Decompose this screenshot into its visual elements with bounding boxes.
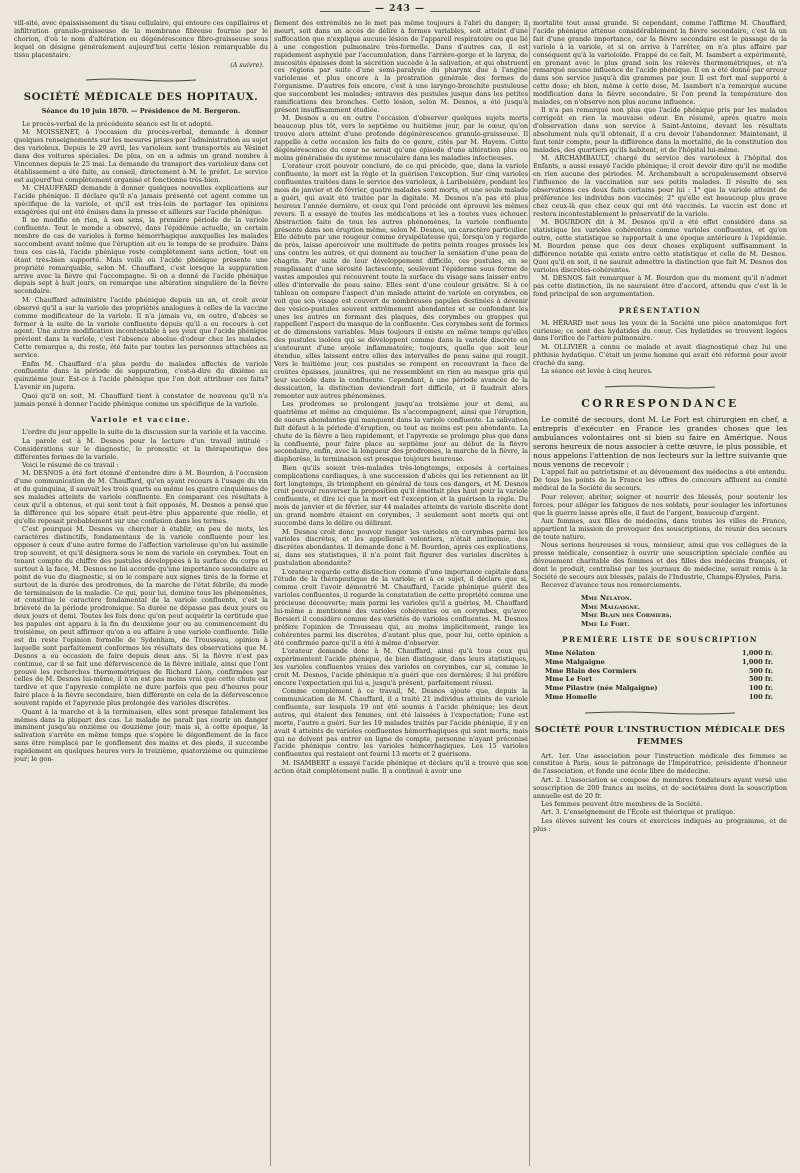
- subscriber-name: Mme Homelle: [545, 692, 597, 701]
- paragraph: L'orateur demande donc à M. Chauffard, ainsi qu'à tous ceux qui expérimentent l'acide phénique, de bien distinguer, dans leurs statistiques, les varioles confluentes vraies des varioles en corymbes, car si, comme le croit M. Desnos, l'acide phénique n'a guéri que ces dernières; il lui préfère encore l'expectation qui lui a, jusqu'à présent, parfaitement réussi.: [274, 647, 528, 687]
- paragraph: Le procès-verbal de la précédente séance est lu et adopté.: [22, 119, 213, 128]
- ornament-divider: [86, 78, 196, 82]
- subscription-row: [545, 649, 773, 658]
- paragraph: La séance est levée à cinq heures.: [541, 367, 653, 376]
- paragraph: M. OLLIVIER a connu ce malade et avait diagnostiqué chez lui une phthisie hydatique. C'était un jeune homme qui avait été réformé pour avoir craché du sang.: [533, 342, 787, 367]
- subsection-heading: Variole et vaccine.: [90, 415, 192, 425]
- paragraph: L'appel fait au patriotisme et au dévouement des médecins a été entendu. De tous les points de la France les offres de concours affluent au comité médical de la Société de secours.: [533, 468, 787, 493]
- column-2: [274, 20, 528, 1168]
- paragraph: Bien qu'ils soient très-malades très-longtemps, exposés à certaines complications cardiaques, à une succession d'abcès qui les retiennent au lit fort longtemps, ils triomphent en général de tous ces dangers, et M. Desnos croit pouvoir renverser la proposition qu'il émettait plus haut pour la variole confluente, et dire ici que la mort est l'exception et la guérison la règle. Du mois de janvier et de février, sur 44 malades atteints de variole discrète dont un grand nombre étaient en corymbes, 3 seulement sont morts qui ont succombé dans le délire ou délirant.: [274, 463, 528, 528]
- paragraph: La parole est à M. Desnos pour la lecture d'un travail intitulé : Considérations sur le diagnostic, le pronostic et la thérapeutique des différentes formes de la variole.: [14, 436, 268, 461]
- paragraph: M. Desnos a eu en outre l'occasion d'observer quelques sujets morts beaucoup plus tôt, vers le septième ou huitième jour, par le cœur, qu'on trouve alors atteint d'une profonde dégénérescence granulo-graisseuse. Il rappelle à cette occasion les faits de ce genre, cités par M. Hayem. Cette dégénérescence du cœur ne serait qu'une épisode d'une altération plus ou moins généralisée du système musculaire dans les maladies infectieuses.: [274, 114, 528, 162]
- presentation-heading: PRÉSENTATION: [618, 305, 702, 315]
- header-rule-left: [320, 11, 370, 12]
- paragraph: Il ne modifie en rien, à son sens, la première période de la variole confluente. Tout le monde a observé, dans l'épidémie actuelle, un certain nombre de cas de varioles à forme hémorrhagique auxquelles les malades succombent avant même que l'éruption ait eu le temps de se produire. Dans tous ces cas-là, l'acide phénique reste complètement sans action, tout en étant très-bien supporté. Mais voilà où l'acide phénique présente une propriété remarquable, selon M. Chauffard, c'est lorsque la suppuration arrive avec la fièvre qui l'accompagne. Si on a donné de l'acide phénique depuis sept à huit jours, on remarque une altération singulière de la fièvre secondaire.: [14, 216, 268, 296]
- signature: Mme Le Fort.: [581, 619, 630, 628]
- subscription-row: [545, 693, 773, 702]
- page-header: [0, 4, 800, 18]
- paragraph: Quant à la marche et à la terminaison, elles sont presque fatalement les mêmes dans la plupart des cas. Le malade ne paraît pas courir un danger imminent jusqu'au onzième ou douzième jour; mais si, à cette époque, la salivation s'arrête en même temps que s'opère le dégonflement de la face sans être remplacé par le gonflement des mains et des pieds, il succombe rapidement en quelques heures vers le treizième, quatorzième ou quinzième jour; le gon-: [14, 707, 268, 764]
- subscription-amount: 100 fr.: [748, 692, 773, 701]
- paragraph: Recevez d'avance tous nos remerciements.: [541, 581, 682, 590]
- paragraph: Enfin M. Chauffard n'a plus perdu de malades affectés de variole confluente dans la période de suppuration, c'est-à-dire du dixième au quinzième jour. Est-ce à l'acide phénique que l'on doit attribuer ces faits? L'avenir en jugera.: [14, 359, 268, 392]
- womens-society-heading: SOCIÉTÉ POUR L'INSTRUCTION MÉDICALE DES FEMMES: [534, 724, 786, 747]
- subscription-amount: 500 fr.: [748, 675, 773, 684]
- paragraph: L'ordre du jour appelle la suite de la discussion sur la variole et la vaccine.: [22, 428, 268, 437]
- signature-list: [581, 594, 787, 628]
- column-1: [14, 20, 268, 1168]
- paragraph: Quoi qu'il en soit, M. Chauffard tient à constater de nouveau qu'il n'a jamais pensé à donner l'acide phénique comme un spécifique de la variole.: [14, 391, 268, 408]
- paragraph: M. Desnos croit donc pouvoir ranger les varioles en corymbes parmi les varioles discrètes, et les appellerait volontiers, n'était antinomie, des discrètes abondantes. Il demande donc à M. Bourdon, après ces explications, si, dans ses statistiques, il n'a point fait figurer des varioles discrètes à pustulation abondante?: [274, 527, 528, 568]
- subscriber-name: Mme Pilastre (née Malgaigne): [545, 684, 658, 693]
- subscription-amount: 100 fr.: [748, 684, 773, 693]
- subscription-amount: 1,000 fr.: [742, 658, 773, 667]
- subscription-amount: 1,000 fr.: [742, 649, 773, 658]
- paragraph: M. DESNOS fait remarquer à M. Bourdon que du moment qu'il n'admet pas cette distinction, ils ne sauraient être d'accord, attendu que c'est là le fond principal de son argumentation.: [533, 274, 787, 298]
- paragraph: M. DESNOS a été fort étonné d'entendre dire à M. Bourdon, à l'occasion d'une communication de M. Chauffard, qu'en ayant recours à l'usage du vin et du quinquina, il sauvait les trois quarts ou même les quatre cinquièmes de ses malades atteints de variole confluente. En comparant ces résultats à ceux qu'il a obtenus, et qui sont tout à fait opposés, M. Desnos a pensé que la différence qui les sépare était peut-être plus apparente que réelle, et qu'elle reposait probablement sur une confusion dans les termes.: [14, 469, 268, 525]
- signature: Mme Nélaton.: [581, 594, 632, 603]
- paragraph: Comme complément à ce travail, M. Desnos ajoute que, depuis la communication de M. Chauffard, il a traité 21 individus atteints de variole confluente, sur lesquels 19 ont été soumis à l'acide phénique; les deux autres, qui étaient des femmes, ont été laissées à l'expectation; l'une est morte, l'autre a guéri. Sur les 19 malades traités par l'acide phénique, il y en avait 4 atteints de varioles confluentes hémorrhagiques qui sont morts, mais qui ne doivent pas entrer en ligne de compte, personne n'ayant préconisé l'acide phénique contre les varioles hémorrhagiques. Les 15 varioles confluentes qui restaient ont fourni 13 morts et 2 guérisons.: [274, 687, 528, 759]
- paragraph: M. Chauffard administre l'acide phénique depuis un an, et croit avoir observé qu'il a sur la variole des propriétés analogues à celles de la vaccine comme modificateur de la variole. Il n'a jamais vu, en outre, d'abcès se former à la suite de la variole confluente depuis qu'il a eu recours à cet agent. Une autre modification incontestable à ses yeux que l'acide phénique prévient dans la variole, c'est l'absence absolue d'odeur chez les malades. Cette remarque a, du reste, été faite par toutes les personnes attachées au service.: [14, 295, 268, 360]
- society-heading: SOCIÉTÉ MÉDICALE DES HOPITAUX.: [23, 91, 259, 104]
- header-rule-right: [430, 11, 480, 12]
- paragraph: M. HÉRARD met sous les yeux de la Société une pièce anatomique fort curieuse; ce sont des hydatides du cœur. Ces hydatides se trouvent logées dans l'orifice de l'artère pulmonaire.: [533, 318, 787, 343]
- column-3: [533, 20, 787, 1168]
- subscription-amount: 500 fr.: [748, 666, 773, 675]
- paragraph: Les femmes peuvent être membres de la Société.: [541, 800, 703, 808]
- paragraph: flement des extrémités ne le met pas même toujours à l'abri du danger; il meurt, soit dans un accès de délire à formes variables, soit atteint d'une suffocation que n'explique aucune lésion de l'appareil respiratoire ou que lié à une congestion pulmonaire très-formelle. Dans d'autres cas, il est rapidement asphyxié par l'accumulation, dans l'arrière-gorge et le larynx, de mucosités épaisses dont la sécrétion succède à la salivation, et qui obstruent ces régions par suite d'une semi-paralysie du pharynx due à l'angine varioleuse et plus encore à la prostration générale des formes de l'organisme. D'autres fois encore, c'est à une laryngo-bronchite pustuleuse que succombent les malades; entraves des pustules jusque dans les petites ramifications des bronches. Cette lésion, selon M. Desnos, a été jusqu'à présent insuffisamment étudiée.: [274, 20, 528, 114]
- paragraph: M. ISAMBERT a essayé l'acide phénique et déclare qu'il a trouvé que son action était complètement nulle. Il a continué à avoir une: [274, 758, 528, 775]
- paragraph: Voici le résumé de ce travail :: [22, 461, 119, 469]
- paragraph: M. MOISSENET, à l'occasion du procès-verbal, demande à donner quelques renseignements sur les mesures prises par l'administration au sujet des varioleux. Depuis le 29 avril, les varioleux sont transportés au Vésinet dans des voitures spéciales. De plus, on en a admis un grand nombre à Vincennes depuis le 25 mai. La demande du transport des varioleux dans cet établissement a été faite, au conseil, directement à M. le préfet. Le service est aujourd'hui complètement organisé et fonctionne très-bien.: [14, 128, 268, 184]
- paragraph: L'orateur regarde cette distinction comme d'une importance capitale dans l'étude de la thérapeutique de la variole; et à ce sujet, il déclare que si, comme croit l'avoir démontré M. Chauffard, l'acide phénique guérit des varioles confluentes, il regarde la constatation de cette propriété comme une précieuse découverte; mais parmi les varioles qu'il a guéries, M. Chauffard lui-même a mentionné des varioles cohérentes ou en corymbes, qu'avec Borsieri il considère comme des variétés de varioles confluentes. M. Desnos préfère l'opinion de Trousseau qui, au moins implicitement, range les cohérentes parmi les discrètes, d'autant plus que, pour lui, cette opinion a été confirmée parce qu'il a été à même d'observer.: [274, 567, 528, 647]
- session-line: Séance du 10 juin 1870. — Présidence de M. Bergeron.: [41, 107, 241, 116]
- to-be-continued: (A suivre).: [230, 60, 264, 69]
- paragraph: Art. 1er. Une association pour l'instruction médicale des femmes se constitue à Paris, sous le patronage de l'Impératrice, présidente d'honneur de l'association, et fonde une école libre de médecine.: [533, 751, 787, 776]
- column-divider: [529, 22, 530, 1166]
- subscriber-name: Mme Malgaigne: [545, 658, 605, 667]
- subscriber-name: Mme Blain des Cormiers: [545, 666, 637, 675]
- page-number: — 243 —: [374, 4, 426, 14]
- paragraph: Pour relever, abriter, soigner et nourrir des blessés, pour soutenir les forces, pour alléger les fatigues de nos soldats, pour soulager les infortunes que la guerre laisse après elle, il faut de l'argent, beaucoup d'argent.: [533, 492, 787, 517]
- subscriber-name: Mme Nélaton: [545, 649, 596, 658]
- paragraph: M. BOURDON dit à M. Desnos qu'il a été effet considéré dans sa statistique les varioles cohérentes comme varioles confluentes, et qu'en outre, cette statistique se rapportait à une époque antérieure à l'épidémie. M. Bourdon pense que ces deux choses expliquent suffisamment la différence notable qui existe entre cette statistique et celle de M. Desnos. Quoi qu'il en soit, il ne saurait admettre la distinction que fait M. Desnos des varioles discrètes-cohérentes.: [533, 218, 787, 274]
- paragraph: Art. 2. L'association se compose de membres fondateurs ayant versé une souscription de 200 francs au moins, et de sociétaires dont la souscription annuelle est de 20 fr.: [533, 775, 787, 800]
- subscription-table: [545, 649, 773, 701]
- paragraph: M. ARCHAMBAULT, chargé du service des varioleux à l'hôpital des Enfants, a aussi essayé l'acide phénique; il croit devoir dire qu'il ne modifie en rien aucune des périodes. M. Archambault a scrupuleusement observé l'influence de la vaccination sur ses petits malades. Il résulte de ses observations ces deux faits certains pour lui : 1° que la variole atteint de préférence les individus non vaccinés; 2° qu'elle est beaucoup plus grave chez ceux-là que chez ceux qui ont été vaccinés. Le vaccin est donc et restera incontestablement le préservatif de la variole.: [533, 154, 787, 218]
- paragraph: Il n'a pas remarqué non plus que l'acide phénique pris par les malades corrigeât en rien la mauvaise odeur. En résumé, après quatre mois d'observation dans son service à Saint-Antoine, devant les résultats absolument nuls qu'il obtenait, il a cru devoir l'abandonner. Maintenant, il faut tenir compte, pour la différence dans la mortalité, de la constitution des malades, des quartiers qu'ils habitent, et de l'hôpital lui-même.: [533, 106, 787, 154]
- paragraph: L'orateur croit pouvoir conclure, de ce qui précède, que, dans la variole confluente, la mort est la règle et la guérison l'exception. Sur cinq varioles confluentes traitées dans le service des varioleux, à Lariboisière, pendant les mois de janvier et de février, quatre malades sont morts, et une seule malade a guéri, qui avait été traitée par la digitale. M. Desnos n'a pas été plus heureux l'année dernière, et ceux qui l'ont précédé ont éprouvé les mêmes revers. Il a essayé de toutes les médications et les a toutes vues échouer. Abstraction faite de tous les autres phénomènes, la variole confluente présente dans son éruption même, selon M. Desnos, un caractère particulier. Elle débute par une rougeur comme érysipélateuse qui, lorsqu'on y regarde de près, laisse apercevoir une multitude de petits points rouges pressés les uns contre les autres, et qui donnent au toucher la sensation d'une peau de chagrin. Par suite de leur développement difficile, ces pustules, en se remplissant d'une sérosité lactescente, soulèvent l'épiderme sous forme de vastes ampoules qui recouvrent toute la surface du visage sans laisser entre elles d'intervalle de peau saine. Elles sont d'une couleur grisâtre. Si à ce tableau on compare l'aspect d'un malade atteint de variole en corymbes, on voit que son visage est couvert de nombreuses papules destinées à devenir des vésico-pustules souvent extrêmement abondantes et se confondant les unes les autres en formant des plaques, des corymbes ou grappes qui rappellent l'aspect du masque de la confluente. Ces corymbes sont de formes et de dimensions variables. Mais toujours il existe en même temps qu'elles des pustules isolées qui se développent comme dans la variole discrète en s'entourant d'une aréole inflammatoire; toujours, quelle que soit leur étendue, elles laissent entre elles des intervalles de peau saine qui rougit. Vers le huitième jour, ces pustules se rompent en recouvrant la face de croûtes épaisses, jaunâtres, qui ne ressemblent en rien au masque gris qui leur succède dans la confluente. Cependant, à une période avancée de la dessication, la distinction deviendrait fort difficile, et il faudrait alors remonter aux autres phénomènes.: [274, 162, 528, 400]
- signature: Mme Malgaigne.: [581, 602, 641, 611]
- subscription-row: [545, 658, 773, 667]
- paragraph: mortalité tout aussi grande. Si cependant, comme l'affirme M. Chauffard, l'acide phénique atténue considérablement la fièvre secondaire, c'est là un fait d'une grande importance, car la fièvre secondaire est le passage de la variole à la variole, et si on arrive à l'arrêter, on n'a plus affaire par conséquent qu'à la varioloïde. Frappé de ce fait, M. Isambert a expérimenté, en prenant avec le plus grand soin les relevés thermométriques, et n'a remarqué aucune influence de l'acide phénique. Il en a été donné par erreur dans son service jusqu'à dix grammes par jour. Il est fort mal supporté à cette dose; eh bien, même à cette dose, M. Isambert n'a remarqué aucune modification dans la fièvre secondaire. Si l'on prend la température des malades, on n'observe non plus aucune influence.: [533, 20, 787, 107]
- subscription-row: [545, 675, 773, 684]
- signature: Mme Blain des Cormiers.: [581, 611, 672, 620]
- continued-paragraph: vill-sité, avec épaississement du tissu cellulaire, qui entoure ces capillaires et infiltration granulo-graisseuse de la membrane fibreuse fournie par le chorion, d'où le nom d'altération ou dégénérescence fibro-graisseuse sous lequel on désigne généralement aujourd'hui cette lésion remarquable du tissu placentaire.: [14, 20, 268, 59]
- correspondence-heading: CORRESPONDANCE: [581, 396, 739, 410]
- subscription-row: [545, 667, 773, 676]
- paragraph: Aux femmes, aux filles de médecins, dans toutes les villes de France, appartient la mission de provoquer des souscriptions, de réunir des secours de toute nature.: [533, 516, 787, 541]
- paragraph: Les prodromes se prolongent jusqu'au troisième jour et demi, au quatrième et même au cinquième. Ils s'accompagnent, ainsi que l'éruption, de sueurs abondantes qui manquent dans la variole confluente. La salivation fait défaut à la période d'éruption, ou tout au moins est peu abondante. La chute de la fièvre a lieu rapidement, et l'apyrexie se prolonge plus que dans la confluente, pour faire place au septième jour au début de la fièvre secondaire, enfin, avec la longueur des prodromes, la marche de la fièvre, la diaphorèse, la terminaison est presque toujours heureuse.: [274, 400, 528, 464]
- ornament-divider: [585, 711, 735, 715]
- paragraph: M. CHAUFFARD demande à donner quelques nouvelles explications sur l'acide phénique. Il déclare qu'il n'a jamais présenté cet agent comme un spécifique de la variole, et qu'il est très-loin de partager les opinions exagérées qui ont été émises dans la presse et ailleurs sur l'acide phénique.: [14, 184, 268, 216]
- correspondence-intro: Le comité de secours, dont M. Le Fort est chirurgien en chef, a entrepris d'exécuter en France les grandes choses que les ambulances volontaires ont si bien su faire en Amérique. Nous serons heureux de nous associer à cette œuvre, le plus possible, et nous appelons l'attention de nos lecteurs sur la lettre suivante que nous venons de recevoir :: [533, 414, 787, 469]
- column-divider: [270, 22, 271, 1166]
- subscription-row: [545, 684, 773, 693]
- paragraph: Les élèves suivent les cours et exercices indiqués au programme, et de plus :: [533, 816, 787, 833]
- subscription-heading: PREMIÈRE LISTE DE SOUSCRIPTION: [562, 635, 758, 645]
- ornament-divider: [605, 385, 715, 389]
- paragraph: C'est pourquoi M. Desnos va chercher à établir, en peu de mots, les caractères distinctifs, fondamentaux de la variole confluente pour les opposer à ceux d'une autre forme de l'affection varioleuse qu'on lui assimile trop souvent, et qu'il désignera sous le nom de variole en corymbes. Tout en tenant compte du chiffre des pustules développées à la surface du corps et surtout à la face, M. Desnos ne lui accorde qu'une importance secondaire au point de vue du diagnostic, si on le compare aux signes tirés de la forme et surtout de la durée des prodromes, de la marche de l'état fébrile, du mode de terminaison de la maladie. Ce qui, pour lui, domine tous les phénomènes, et constitue le caractère fondamental de la variole confluente, c'est la brièveté de la période prodromique. Sa durée ne dépasse pas deux jours ou deux jours et demi. Toutes les fois donc qu'on peut acquérir la certitude que les papules ont apparu à la fin du deuxième jour ou au commencement du troisième, on peut affirmer qu'on a eu affaire à une variole confluente. Telle est du reste l'opinion formelle de Sydenham, de Trousseau, opinion à laquelle sont parfaitement conformes les résultats des observations que M. Desnos a eu occasion de faire depuis deux ans. Si la fièvre n'est pas continue, car il se fait une défervescence de la fièvre initiale, ainsi que l'ont prouvé les recherches thermométriques de Richard Léon, confirmées par celles de M. Desnos lui-même, il n'en est pas moins vrai que cette chute est tardive et que l'apyrexie complète ne dure parfois que peu d'heures pour faire place à la fièvre secondaire, bien différente en cela de la défervescence souvent rapide et l'apyrexie plus prolongée des varioles discrètes.: [14, 525, 268, 708]
- paragraph: Nous serions heureuses si vous, monsieur, ainsi que vos collègues de la presse médicale, consentiez à ouvrir une souscription spéciale confiée au dévouement charitable des femmes et des filles des médecins français, et dont le produit, centralisé par les journaux de médecine, serait remis à la Société de secours aux blessés, palais de l'Industrie, Champs-Élysées, Paris.: [533, 541, 787, 581]
- subscriber-name: Mme Le Fort: [545, 675, 593, 684]
- paragraph: Art. 3. L'enseignement de l'École est théorique et pratique.: [541, 808, 736, 817]
